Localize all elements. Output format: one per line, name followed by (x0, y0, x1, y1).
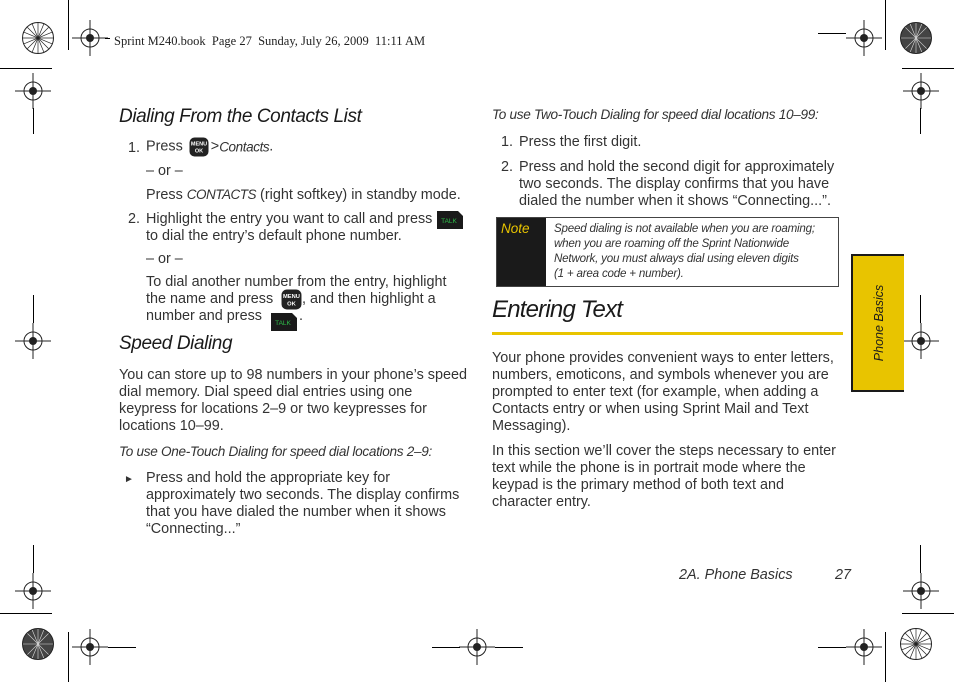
bullet-icon: ► (124, 474, 134, 485)
menu-ok-key-icon (189, 137, 209, 157)
menu-path-separator: > (210, 138, 220, 155)
paragraph-line: character entry. (492, 494, 591, 510)
bullet-line: that you have dialed the number when it shows (146, 504, 446, 520)
contacts-softkey: CONTACTS (186, 187, 257, 202)
paragraph-line: keypad is the primary method of both text and (492, 477, 784, 493)
crosshair-target-icon (903, 323, 939, 359)
crop-line (33, 108, 34, 134)
paragraph-line: dial memory. Dial speed dial entries using one (119, 384, 413, 400)
page-number: 27 (835, 567, 852, 583)
step-line: two seconds. The display confirms that you have (519, 176, 830, 192)
other-number-line2b: , and then highlight a (302, 291, 436, 307)
menu-path-contacts: Contacts (219, 139, 270, 155)
paragraph-line: Your phone provides convenient ways to enter letters, (492, 350, 834, 366)
note-line: when you are roaming off the Sprint Nationwide (554, 237, 790, 250)
note-text (554, 221, 815, 281)
one-touch-subheading: To use One-Touch Dialing for speed dial locations 2–9: (119, 444, 433, 459)
step-1 (146, 137, 273, 157)
paragraph-line: text while the phone is in portrait mode where the (492, 460, 806, 476)
step-line: Press and hold the second digit for approximately (519, 159, 835, 175)
note-line: Speed dialing is not available when you are roaming; (554, 222, 815, 235)
bullet-line: “Connecting...” (146, 521, 241, 537)
or-separator: – or – (146, 163, 183, 179)
note-line: (1 + area code + number). (554, 267, 684, 280)
note-line: Network, you must always dial using eleven digits (554, 252, 799, 265)
crop-line (68, 632, 69, 682)
section-heading-speed-dialing: Speed Dialing (119, 333, 233, 354)
crop-line (818, 33, 846, 34)
crosshair-target-icon (903, 573, 939, 609)
crop-line (920, 295, 921, 323)
crop-line (902, 68, 954, 69)
crop-line (105, 38, 110, 39)
print-slug: Sprint M240.book Page 27 Sunday, July 26, 2009 11:11 AM (114, 34, 426, 48)
ok-key-label: OK (287, 301, 296, 308)
crosshair-target-icon (72, 20, 108, 56)
entering-text-paragraph-1 (492, 350, 834, 435)
text: (right softkey) in standby mode. (260, 187, 461, 203)
crosshair-target-icon (72, 629, 108, 665)
paragraph-line: locations 10–99. (119, 418, 224, 434)
step-number: 1. (501, 134, 514, 150)
bullet-line: approximately two seconds. The display confirms (146, 487, 460, 503)
ok-key-label: OK (194, 148, 203, 155)
text: Press (146, 187, 183, 203)
crosshair-target-icon (903, 73, 939, 109)
section-heading-contacts: Dialing From the Contacts List (119, 106, 362, 127)
step-text: Press (146, 138, 183, 155)
registration-rosette-icon (899, 627, 933, 661)
talk-key-icon (270, 312, 298, 332)
talk-key-label: TALK (275, 320, 291, 327)
step-2-line1 (146, 211, 432, 228)
note-label-cell (497, 218, 546, 286)
crop-line (108, 647, 136, 648)
crosshair-target-icon (846, 629, 882, 665)
speed-dial-paragraph (119, 367, 467, 435)
other-number-line1: To dial another number from the entry, highlight (146, 274, 447, 290)
crop-line (920, 108, 921, 134)
crop-line (68, 0, 69, 50)
paragraph-line: In this section we’ll cover the steps necessary to enter (492, 443, 836, 459)
press-contacts-line (146, 186, 461, 204)
other-number-line2 (146, 291, 273, 308)
talk-key-label: TALK (441, 218, 457, 225)
or-separator: – or – (146, 251, 183, 267)
footer-section-name: 2A. Phone Basics (679, 567, 793, 583)
crop-line (920, 545, 921, 573)
registration-rosette-icon (21, 627, 55, 661)
crop-line (0, 68, 52, 69)
paragraph-line: numbers, emoticons, and symbols whenever you are (492, 367, 829, 383)
bullet-line: Press and hold the appropriate key for (146, 470, 390, 486)
note-box (496, 217, 839, 287)
talk-key-icon (436, 210, 464, 230)
section-heading-entering-text: Entering Text (492, 296, 623, 323)
paragraph-line: prompted to enter text (for example, when adding a (492, 384, 819, 400)
crop-line (885, 632, 886, 682)
entering-text-paragraph-2 (492, 443, 836, 511)
two-touch-step-2 (519, 159, 834, 210)
crop-line (902, 613, 954, 614)
paragraph-line: keypress for locations 2–9 or two keypresses for (119, 401, 427, 417)
text: the name and press (146, 291, 274, 307)
crop-line (33, 545, 34, 573)
sentence-period: . (299, 308, 303, 324)
paragraph-line: Contacts entry or when using Sprint Mail and Text (492, 401, 809, 417)
menu-ok-key-icon (281, 289, 302, 310)
step-period: . (269, 138, 274, 155)
text: Highlight the entry you want to call and press (146, 211, 433, 227)
step-2-line2: to dial the entry’s default phone number. (146, 228, 402, 244)
two-touch-subheading: To use Two-Touch Dialing for speed dial locations 10–99: (492, 107, 819, 122)
crosshair-target-icon (15, 573, 51, 609)
section-side-tab (851, 254, 904, 392)
registration-rosette-icon (21, 21, 55, 55)
crosshair-target-icon (459, 629, 495, 665)
side-tab-label: Phone Basics (871, 284, 886, 362)
crop-line (818, 647, 846, 648)
one-touch-bullet (146, 470, 459, 538)
step-line: dialed the number when it shows “Connecting...”. (519, 193, 831, 209)
paragraph-line: Messaging). (492, 418, 571, 434)
crop-line (33, 295, 34, 323)
step-number: 2. (128, 211, 141, 227)
registration-rosette-icon (899, 21, 933, 55)
menu-key-label: MENU (190, 141, 207, 148)
heading-rule (492, 332, 843, 335)
crop-line (432, 647, 460, 648)
crop-line (495, 647, 523, 648)
step-number: 2. (501, 159, 514, 175)
menu-key-label: MENU (283, 293, 300, 300)
step-number: 1. (128, 140, 141, 156)
crop-line (0, 613, 52, 614)
two-touch-step-1: Press the first digit. (519, 134, 642, 150)
paragraph-line: You can store up to 98 numbers in your phone’s speed (119, 367, 468, 383)
crop-line (885, 0, 886, 50)
crosshair-target-icon (846, 20, 882, 56)
other-number-line3: number and press (146, 308, 262, 324)
note-label: Note (501, 221, 530, 236)
crosshair-target-icon (15, 323, 51, 359)
crosshair-target-icon (15, 73, 51, 109)
